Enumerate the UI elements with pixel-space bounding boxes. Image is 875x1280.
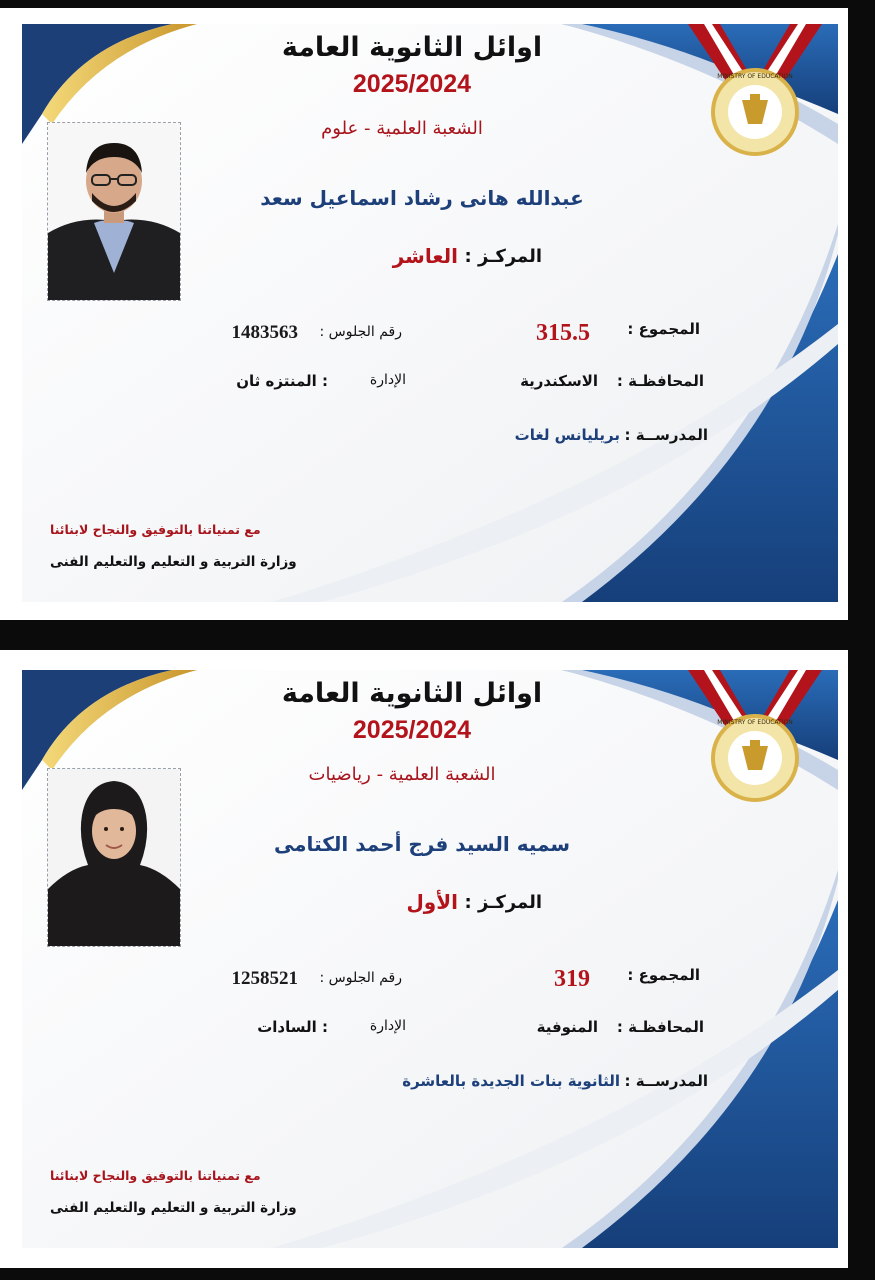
seat-number-value: 1258521 [231, 968, 298, 989]
branch-label: الشعبة العلمية - رياضيات [308, 764, 496, 785]
administration-label: الإدارة [369, 372, 406, 388]
branch-label: الشعبة العلمية - علوم [321, 118, 483, 139]
administration-label: الإدارة [369, 1018, 406, 1034]
governorate-label: المحافظـة : [616, 372, 704, 390]
bottom-border [0, 1268, 875, 1280]
ministry-seal-logo [680, 670, 830, 810]
ministry-seal-logo [680, 24, 830, 164]
governorate-label: المحافظـة : [616, 1018, 704, 1036]
wishes-text: مع تمنياتنا بالتوفيق والنجاح لابنائنا [50, 522, 261, 537]
seat-number-value: 1483563 [231, 322, 298, 343]
school-label: المدرســة : [624, 1072, 708, 1090]
honor-card-2 [22, 670, 838, 1248]
student-photo [47, 768, 181, 947]
card-heading: اوائل الثانوية العامة [281, 32, 543, 63]
student-name: سميه السيد فرج أحمد الكتامى [273, 832, 571, 856]
rank-value: العاشر [392, 244, 458, 268]
wishes-text: مع تمنياتنا بالتوفيق والنجاح لابنائنا [50, 1168, 261, 1183]
school-label: المدرســة : [624, 426, 708, 444]
governorate-value: المنوفية [536, 1018, 598, 1036]
rank-label: المركـز : [464, 246, 542, 267]
rank-label: المركـز : [464, 892, 542, 913]
student-name: عبدالله هانى رشاد اسماعيل سعد [260, 186, 584, 210]
card-heading: اوائل الثانوية العامة [281, 678, 543, 709]
ministry-name: وزارة التربية و التعليم والتعليم الفنى [50, 1200, 297, 1216]
total-label: المجموع : [627, 320, 700, 338]
svg-text:MINISTRY OF EDUCATION: MINISTRY OF EDUCATION [717, 719, 793, 726]
school-value: الثانوية بنات الجديدة بالعاشرة [402, 1072, 620, 1090]
total-value: 319 [554, 966, 590, 992]
administration-value: : المنتزه ثان [236, 372, 328, 390]
academic-year: 2025/2024 [352, 70, 472, 98]
svg-text:MINISTRY OF EDUCATION: MINISTRY OF EDUCATION [717, 73, 793, 80]
rank-value: الأول [406, 890, 458, 914]
total-label: المجموع : [627, 966, 700, 984]
academic-year: 2025/2024 [352, 716, 472, 744]
student-photo [47, 122, 181, 301]
ministry-name: وزارة التربية و التعليم والتعليم الفنى [50, 554, 297, 570]
school-value: بريليانس لغات [514, 426, 620, 444]
seat-number-label: رقم الجلوس : [319, 970, 402, 986]
honor-card-1 [22, 24, 838, 602]
card-separator [0, 620, 875, 650]
top-border [0, 0, 875, 8]
total-value: 315.5 [536, 320, 590, 346]
seat-number-label: رقم الجلوس : [319, 324, 402, 340]
governorate-value: الاسكندرية [520, 372, 598, 390]
administration-value: : السادات [257, 1018, 328, 1036]
